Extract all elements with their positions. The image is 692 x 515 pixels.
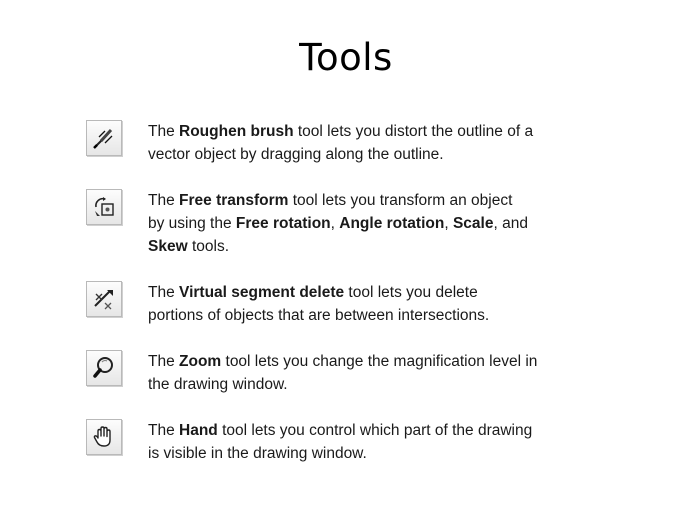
- option-name: Scale: [452, 215, 494, 232]
- separator: ,: [330, 215, 340, 232]
- text-intro: The: [148, 123, 180, 140]
- text-line: tool lets you transform an object: [288, 192, 513, 209]
- option-name: Angle rotation: [339, 215, 445, 232]
- option-name: Free rotation: [235, 215, 331, 232]
- tool-name: Free transform: [179, 192, 289, 209]
- page-title: Tools: [299, 36, 393, 79]
- tool-name: Virtual segment delete: [179, 284, 345, 301]
- tool-description: [148, 350, 618, 396]
- text-intro: The: [148, 422, 180, 439]
- tool-name: Roughen brush: [179, 123, 294, 140]
- separator: ,: [444, 215, 453, 232]
- text-line: the drawing window.: [148, 376, 288, 393]
- text-intro: The: [148, 284, 180, 301]
- separator: , and: [493, 215, 528, 232]
- tool-description: [148, 281, 618, 327]
- tool-name: Hand: [179, 422, 218, 439]
- text-line: tools.: [187, 238, 229, 255]
- text-line: vector object by dragging along the outline.: [148, 146, 444, 163]
- option-name: Skew: [148, 238, 188, 255]
- text-intro: The: [148, 192, 180, 209]
- hand-icon: [86, 419, 122, 455]
- text-line: is visible in the drawing window.: [148, 445, 367, 462]
- free-transform-icon: [86, 189, 122, 225]
- text-line: tool lets you control which part of the drawing: [217, 422, 533, 439]
- tool-description: [148, 189, 618, 258]
- text-line: tool lets you distort the outline of a: [293, 123, 534, 140]
- tool-name: Zoom: [179, 353, 222, 370]
- text-line: tool lets you change the magnification level in: [221, 353, 538, 370]
- tool-description: [148, 120, 618, 166]
- roughen-brush-icon: [86, 120, 122, 156]
- tool-description: [148, 419, 618, 465]
- text-intro: The: [148, 353, 180, 370]
- text-line: by using the: [148, 215, 236, 232]
- text-line: portions of objects that are between intersections.: [148, 307, 490, 324]
- text-line: tool lets you delete: [344, 284, 478, 301]
- zoom-icon: [86, 350, 122, 386]
- virtual-segment-delete-icon: [86, 281, 122, 317]
